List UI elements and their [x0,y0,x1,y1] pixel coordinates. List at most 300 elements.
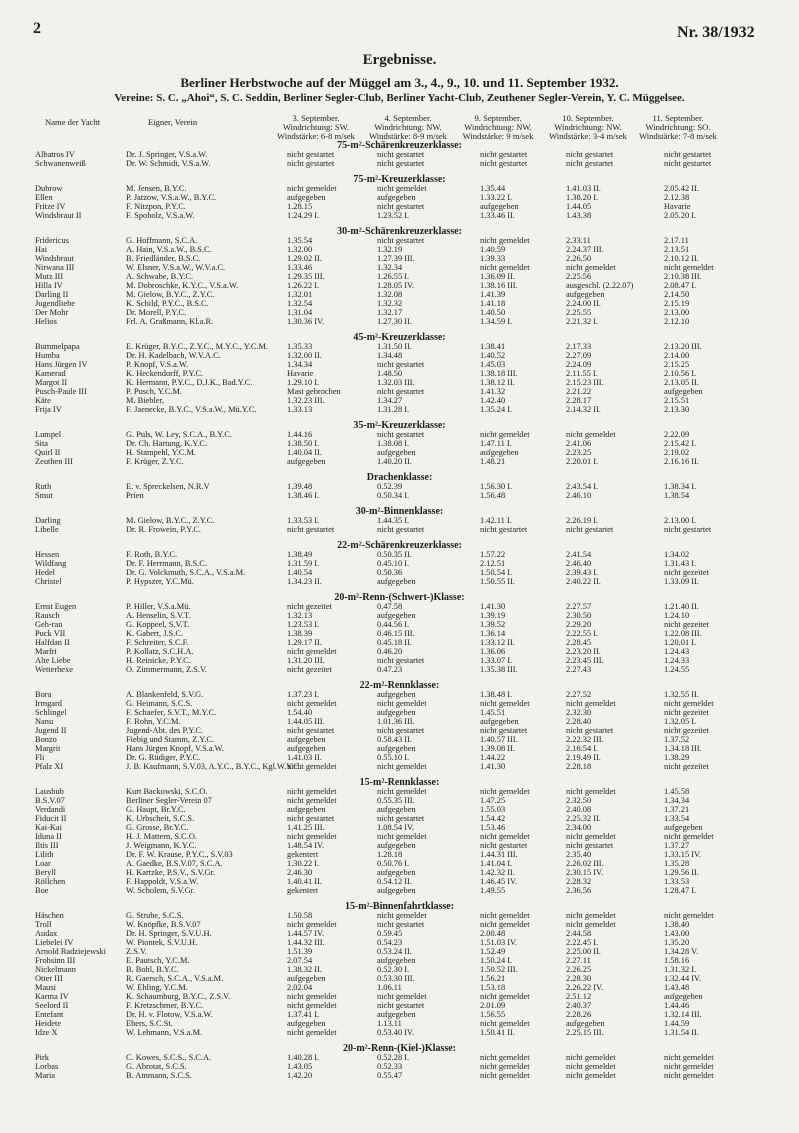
race-result: nicht gestartet [377,726,425,735]
race-result: aufgegeben [287,1019,326,1028]
race-result: nicht gemeldet [566,1062,616,1071]
day-header-wind: Windrichtung: NW. [464,122,532,132]
yacht-name: Iduna II [35,832,62,841]
class-heading: 35-m²-Kreuzerklasse: [353,420,446,431]
yacht-name: Audax [35,929,58,938]
table-row [0,620,799,629]
race-result: 1.38.18 III. [480,369,518,378]
race-result: 1.38.32 II. [287,965,322,974]
race-result: 1.33.46 [287,263,313,272]
race-result: 1.45.58 [664,787,690,796]
race-result: 1.34.18 III. [664,744,702,753]
race-result: 2.46.40 [566,559,592,568]
race-result: 1.32.00 II. [287,351,322,360]
yacht-name: Fli [35,753,45,762]
day-header-date: 4. September. [384,113,432,123]
race-result: 1.48.21 [480,457,506,466]
race-result: 2.40.37 [566,1001,592,1010]
race-result: 1.42.40 [480,396,506,405]
owner-club: G. Abrotat, S.C.S. [126,1062,187,1071]
race-result: 1.41.03 II. [287,753,322,762]
race-result: 1.44.22 [480,753,506,762]
race-result: aufgegeben [377,1010,416,1019]
race-result: 1.50.52 III. [480,965,518,974]
day-header [270,114,362,141]
table-row [0,647,799,656]
race-result: aufgegeben [377,708,416,717]
yacht-name: Hessen [35,550,60,559]
race-result: 0.58.43 II. [377,735,412,744]
table-row [0,387,799,396]
race-result: 1.32.01 [287,290,313,299]
race-result: 0.47.23 [377,665,403,674]
yacht-name: Karma IV [35,992,69,1001]
race-result: 1.42.20 [287,1071,313,1080]
race-result: 2.28.18 [566,762,592,771]
race-result: 0.54.12 II. [377,877,412,886]
race-result: 2.13.05 II. [664,378,699,387]
race-result: 1.35.44 [480,184,506,193]
owner-club: Dr. H. Kadelbach, W.V.A.C. [126,351,221,360]
yacht-name: Bonzo [35,735,57,744]
race-result: 1.38.20 I. [566,193,599,202]
table-row [0,245,799,254]
race-result: 1.37.41 I. [287,1010,320,1019]
race-result: 2.14.32 II. [566,405,601,414]
owner-club: F. Schaefer, S.V.T., M.Y.C. [126,708,217,717]
race-result: 1.39.19 [480,611,506,620]
table-row [0,525,799,534]
race-result: 2.24.37 III. [566,245,604,254]
yacht-name: Hans Jürgen IV [35,360,88,369]
race-result: 1.32.17 [377,308,403,317]
class-heading: 30-m²-Binnenklasse: [355,506,444,517]
race-result: 1.40.28 I. [287,1053,320,1062]
race-result: 1.23.52 I. [377,211,410,220]
yacht-name: Zeuthen III [35,457,73,466]
race-result: nicht gestartet [480,726,528,735]
race-result: 2.21.32 I. [566,317,599,326]
yacht-name: Windsbraut II [35,211,82,220]
owner-club: Dr. H. v. Flotow, V.S.a.W. [126,1010,213,1019]
yacht-name: Ernst Eugen [35,602,77,611]
race-result: 2.26.25 [566,965,592,974]
race-result: 1.39.08 II. [480,744,515,753]
race-result: nicht gestartet [480,159,528,168]
race-result: 1.27.39 III. [377,254,415,263]
yacht-name: B.S.V.07 [35,796,65,805]
owner-club: H. Stampehl, Y.C.M. [126,448,197,457]
race-result: 2.25.15 III. [566,1028,604,1037]
yacht-name: Boe [35,886,49,895]
race-result: 1.13.11 [377,1019,402,1028]
owner-club: Dr. R. Frowein, P.Y.C. [126,525,201,534]
owner-club: W. Knöpfke, B.S.V.07 [126,920,201,929]
class-heading: 20-m²-Renn-(Kiel-)Klasse: [343,1043,456,1054]
race-result: 1.24.10 [664,611,690,620]
race-result: 0.53.30 III. [377,974,415,983]
race-result: nicht gemeldet [480,832,530,841]
yacht-name: Hai [35,245,48,254]
race-result: nicht gemeldet [377,184,427,193]
race-result: nicht gemeldet [287,1001,337,1010]
table-row [0,656,799,665]
race-result: 1.40.20 II. [377,457,412,466]
table-row [0,708,799,717]
race-result: 2.25.32 II. [566,814,601,823]
race-result: nicht gemeldet [566,1071,616,1080]
race-result: 1.50.58 [287,911,313,920]
race-result: nicht gemeldet [480,920,530,929]
race-result: aufgegeben [287,735,326,744]
table-row [0,317,799,326]
owner-club: M. Biebler, [126,396,165,405]
race-result: 2.25.55 [566,308,592,317]
yacht-name: Häschen [35,911,64,920]
race-result: 2.21.22 [566,387,592,396]
table-row [0,735,799,744]
day-header-date: 9. September. [474,113,522,123]
class-heading: 30-m²-Schärenkreuzerklasse: [337,226,462,237]
race-result: 1.41.32 [480,387,506,396]
race-result: nicht gestartet [287,726,335,735]
race-result: nicht gemeldet [480,911,530,920]
race-result: aufgegeben [287,457,326,466]
race-result: nicht gemeldet [566,920,616,929]
owner-club: G. Haupt, Br.Y.C. [126,805,186,814]
class-heading: 20-m²-Renn-(Schwert-)Klasse: [334,592,465,603]
yacht-name: Beryll [35,868,56,877]
race-result: ausgeschl. (2.22.07) [566,281,634,290]
race-result: 1.39.52 [480,620,506,629]
race-result: nicht gemeldet [566,1053,616,1062]
race-result: aufgegeben [377,841,416,850]
table-row [0,236,799,245]
race-result: 1.40.50 [480,308,506,317]
page-number: 2 [33,20,41,37]
owner-club: Fiebig und Stamm, Z.Y.C. [126,735,215,744]
owner-club: E. Krüger, B.Y.C., Z.Y.C., M.Y.C., Y.C.M. [126,342,269,351]
race-result: 0.46.15 III. [377,629,415,638]
table-row [0,577,799,586]
race-result: 1.39.48 [287,482,313,491]
yacht-name: Fridericus [35,236,69,245]
race-result: nicht gemeldet [664,699,714,708]
owner-club: G. Heimann, S.C.S. [126,699,193,708]
race-result: 2.24.09 [566,360,592,369]
yacht-name: Kamerad [35,369,66,378]
race-result: 2.33.11 [566,236,591,245]
race-result: 2.24.00 II. [566,299,601,308]
race-result: nicht gemeldet [566,832,616,841]
race-result: 1.43.05 [287,1062,313,1071]
owner-club: F. Nitzpon, P.Y.C. [126,202,186,211]
race-result: 1.56.48 [480,491,506,500]
race-result: 1.46.45 IV. [480,877,518,886]
race-result: 1.31.32 I. [664,965,697,974]
race-result: aufgegeben [377,577,416,586]
race-result: nicht gemeldet [566,787,616,796]
race-result: 1.34.59 I. [480,317,513,326]
table-row [0,1019,799,1028]
race-result: 1.06.11 [377,983,402,992]
class-heading: 22-m²-Rennklasse: [359,680,440,691]
race-result: 2.11.55 I. [566,369,598,378]
owner-club: H. Kartzke, P.S.V., S.V.Gr. [126,868,216,877]
yacht-name: Lilith [35,850,54,859]
race-result: 2.14.50 [664,290,690,299]
yacht-name: Lumpel [35,430,62,439]
race-result: 1.31.54 II. [664,1028,699,1037]
race-result: 1.32.05 I. [664,717,697,726]
race-result: nicht gemeldet [566,263,616,272]
race-result: aufgegeben [664,823,703,832]
table-row [0,965,799,974]
owner-club: Kurt Backowski, S.C.O. [126,787,208,796]
yacht-name: Loar [35,859,51,868]
race-result: 2.10.12 II. [664,254,699,263]
race-result: 1.55.03 [480,805,506,814]
table-row [0,1028,799,1037]
yacht-name: Pusch-Paule III [35,387,87,396]
race-result: nicht gemeldet [287,699,337,708]
race-result: 1.38.12 II. [480,378,515,387]
race-result: nicht gemeldet [480,1062,530,1071]
race-result: 1.33.54 [664,814,690,823]
yacht-name: Puck VII [35,629,66,638]
owner-club: A. Gaedke, B.S.V.07, S.C.A. [126,859,223,868]
table-row [0,796,799,805]
table-row [0,886,799,895]
day-header-force: Windstärke: 9 m/sek [462,131,534,141]
owner-club: J. B. Kaufmann, S.V.03, A.Y.C., B.Y.C., Kgl.W.Y.C. [126,762,301,771]
race-result: 0.52.30 I. [377,965,410,974]
yacht-name: Schwanenweiß [35,159,86,168]
race-result: aufgegeben [377,744,416,753]
race-result: nicht gestartet [287,150,335,159]
owner-club: W. Scholem, S.V.Gr. [126,886,196,895]
race-result: nicht gezeitet [287,602,332,611]
race-result: nicht gemeldet [377,787,427,796]
race-result: aufgegeben [287,193,326,202]
race-result: nicht gemeldet [287,184,337,193]
race-result: nicht gestartet [480,150,528,159]
race-result: 1.43.48 [664,983,690,992]
race-result: aufgegeben [377,193,416,202]
table-row [0,482,799,491]
yacht-name: Hedel [35,568,55,577]
owner-club: G. Strube, S.C.S. [126,911,184,920]
race-result: 0.45.10 I. [377,559,410,568]
race-result: nicht gestartet [377,1001,425,1010]
race-result: 2.28.32 [566,877,592,886]
race-result: 1.29.10 I. [287,378,320,387]
owner-club: P. Kollatz, S.C.H.A. [126,647,194,656]
yacht-name: Jugendliebe [35,299,76,308]
race-result: nicht gestartet [377,920,425,929]
race-result: 1.32.34 [377,263,403,272]
race-result: 2.15.19 [664,299,690,308]
race-result: 1.32.19 [377,245,403,254]
race-result: Havarie [287,369,314,378]
table-row [0,841,799,850]
race-result: nicht gezeitet [664,568,709,577]
race-result: 1.48.50 [377,369,403,378]
race-result: 1.28.15 [287,202,313,211]
day-header-force: Windstärke: 3-4 m/sek [549,131,627,141]
table-row [0,920,799,929]
yacht-name: Fiducit II [35,814,67,823]
race-result: 1.38.29 [664,753,690,762]
race-result: 2.43.54 I. [566,482,599,491]
table-row [0,947,799,956]
owner-club: F. Spoholz, V.S.a.W. [126,211,195,220]
owner-club: Hans Jürgen Knopf, V.S.a.W. [126,744,224,753]
owner-club: Dr. Morell, P.Y.C. [126,308,187,317]
column-header-yacht: Name der Yacht [45,117,101,127]
yacht-name: Idze X [35,1028,58,1037]
class-heading: 22-m²-Schärenkreuzerklasse: [337,540,462,551]
owner-club: Dr. G. Volckmuth, S.C.A., V.S.a.M. [126,568,246,577]
race-result: 2.28.26 [566,1010,592,1019]
race-result: nicht gemeldet [566,430,616,439]
yacht-name: Bummelpapa [35,342,80,351]
race-result: 1.37.23 I. [287,690,320,699]
class-heading: 15-m²-Binnenfahrtklasse: [344,901,455,912]
table-row [0,868,799,877]
race-result: aufgegeben [377,886,416,895]
race-result: nicht gemeldet [377,911,427,920]
race-result: 1.32.00 [287,245,313,254]
race-result: 2.25.00 II. [566,947,601,956]
race-result: nicht gestartet [377,360,425,369]
race-result: 1.49.55 [480,886,506,895]
race-result: 1.38.34 I. [664,482,697,491]
table-row [0,956,799,965]
race-result: 1.29.56 II. [664,868,699,877]
table-row [0,351,799,360]
owner-club: P. Hiller, V.S.a.Mü. [126,602,191,611]
race-result: nicht gemeldet [664,1053,714,1062]
race-result: 2.36.56 [566,886,592,895]
race-result: 1.31.59 I. [287,559,320,568]
race-result: 1.39.33 [480,254,506,263]
race-result: nicht gestartet [664,159,712,168]
yacht-name: Iltis III [35,841,59,850]
owner-club: F. Krüger, Z.Y.C. [126,457,184,466]
table-row [0,516,799,525]
race-result: 2.28.17 [566,396,592,405]
table-row [0,405,799,414]
race-result: 1.24.55 [664,665,690,674]
race-result: 2.23.45 III. [566,656,604,665]
race-result: 1.31.50 II. [377,342,412,351]
race-result: nicht gemeldet [480,263,530,272]
race-result: 1.32.13 [287,611,313,620]
race-result: 2.13.00 [664,308,690,317]
race-result: 1.24.29 I. [287,211,320,220]
race-result: 1.33.15 IV. [664,850,702,859]
yacht-name: Frohsinn III [35,956,76,965]
race-result: 0.55.35 III. [377,796,415,805]
yacht-name: Frija IV [35,405,62,414]
race-result: 1.29.35 III. [287,272,325,281]
day-header [362,114,454,141]
race-result: Mast gebrochen [287,387,341,396]
race-result: 1.48.54 IV. [287,841,325,850]
owner-club: Berliner Segler-Verein 07 [126,796,212,805]
owner-club: Dr. H. Springer, S.V.U.H. [126,929,212,938]
owner-club: G. Koppeel, S.V.T. [126,620,190,629]
class-heading: 75-m²-Kreuzerklasse: [353,174,446,185]
race-result: 2.05.42 II. [664,184,699,193]
race-result: 1.56.55 [480,1010,506,1019]
race-result: nicht gezeitet [664,708,709,717]
yacht-name: Röllchen [35,877,66,886]
owner-club: P. Knopf, V.S.a.W. [126,360,189,369]
race-result: 2.28.30 [566,974,592,983]
race-result: 1.37.52 [664,735,690,744]
owner-club: H. J. Mattern, S.C.O. [126,832,197,841]
yacht-name: Darling [35,516,61,525]
race-result: 1.33.13 [287,405,313,414]
table-row [0,1010,799,1019]
race-result: aufgegeben [287,744,326,753]
race-result: 1.28.05 IV. [377,281,415,290]
owner-club: G. Hoffmann, S.C.A. [126,236,198,245]
owner-club: B. Friedländer, B.S.C. [126,254,201,263]
table-row [0,1062,799,1071]
race-result: 2.23.25 [566,448,592,457]
owner-club: P. Hypszer, Y.C.Mü. [126,577,194,586]
race-result: 1.30.22 I. [287,859,320,868]
table-row [0,378,799,387]
race-result: 2.30.50 [566,611,592,620]
race-result: 1.50.54 I. [480,568,513,577]
race-result: nicht gestartet [377,814,425,823]
yacht-name: Lausbub [35,787,64,796]
owner-club: Dr. J. Springer, V.S.a.W. [126,150,208,159]
class-heading: 75-m²-Schärenkreuzerklasse: [337,140,462,151]
race-result: aufgegeben [287,974,326,983]
race-result: 1.58.16 [664,956,690,965]
race-result: 1.41.39 [480,290,506,299]
race-result: 1.38.46 I. [287,491,320,500]
race-result: 1.40.41 II. [287,877,322,886]
day-header-wind: Windrichtung: NW. [374,122,442,132]
race-result: 1.30.36 IV. [287,317,325,326]
table-row [0,911,799,920]
owner-club: A. Hain, V.S.a.W., B.S.C. [126,245,212,254]
owner-club: F. Rohn, Y.C.M. [126,717,181,726]
table-row [0,1001,799,1010]
race-result: 2.14.00 [664,351,690,360]
regatta-subtitle: Berliner Herbstwoche auf der Müggel am 3., 4., 9., 10. und 11. September 1932. [180,75,619,90]
yacht-name: Seelord II [35,1001,69,1010]
yacht-name: Margot II [35,378,68,387]
table-row [0,457,799,466]
table-row [0,430,799,439]
table-row [0,877,799,886]
owner-club: F. Schreiter, S.C.F. [126,638,189,647]
table-row [0,211,799,220]
race-result: 1.34.23 II. [287,577,322,586]
race-result: 1.08.54 IV. [377,823,415,832]
race-result: aufgegeben [664,387,703,396]
race-result: 1.38.41 [480,342,506,351]
table-row [0,281,799,290]
race-result: 1.38.08 I. [377,439,410,448]
